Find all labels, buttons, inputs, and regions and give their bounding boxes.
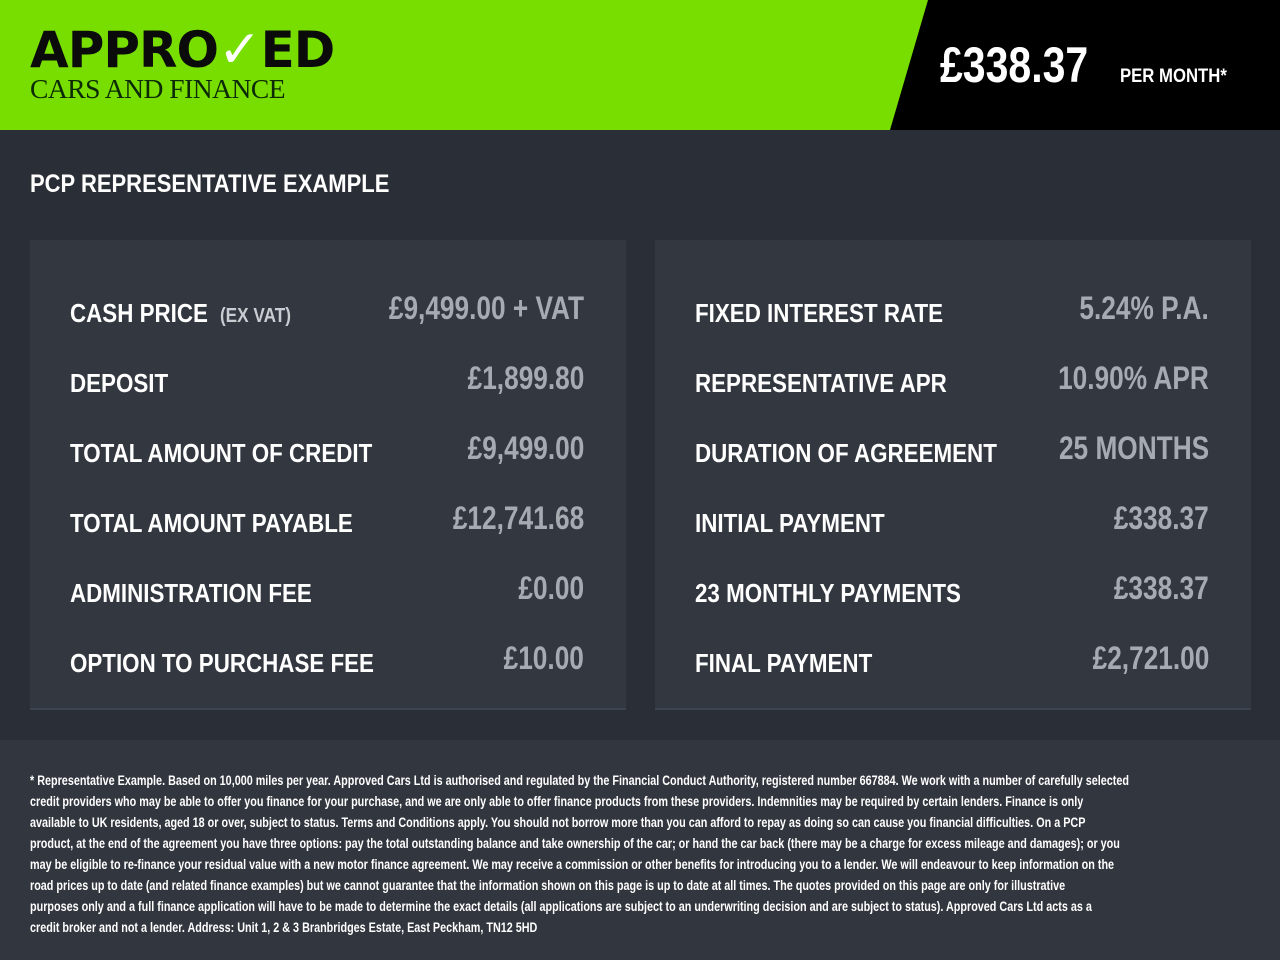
finance-row bbox=[70, 290, 584, 330]
row-value: £12,741.68 bbox=[452, 500, 584, 536]
label-text: REPRESENTATIVE APR bbox=[695, 368, 947, 398]
label-text: OPTION TO PURCHASE FEE bbox=[70, 648, 374, 678]
disclaimer-line: credit providers who may be able to offer you finance for your purchase, and we are only able to offer finance products from these providers. Indemnities may be required by certain lenders. Finance is only bbox=[30, 794, 1084, 809]
disclaimer-line: purposes only and a full finance application will have to be made to determine the exact details (all applications are subject to an underwriting decision and are subject to status). Approved Cars Ltd acts as a bbox=[30, 899, 1092, 914]
row-label bbox=[695, 648, 872, 679]
finance-row bbox=[70, 640, 584, 680]
row-value: £338.37 bbox=[1114, 570, 1209, 606]
finance-row bbox=[70, 570, 584, 610]
label-text: DEPOSIT bbox=[70, 368, 169, 398]
label-text: ADMINISTRATION FEE bbox=[70, 578, 312, 608]
finance-row bbox=[695, 290, 1209, 330]
row-value: £2,721.00 bbox=[1092, 640, 1209, 676]
finance-row bbox=[70, 500, 584, 540]
disclaimer-line: available to UK residents, aged 18 or over, subject to status. Terms and Conditions apply. You should not borrow more than you can afford to repay as doing so can cause you financial difficulties. On a PCP bbox=[30, 815, 1086, 830]
finance-row bbox=[695, 570, 1209, 610]
finance-card-right bbox=[655, 240, 1251, 710]
row-label bbox=[695, 438, 997, 469]
row-value: 25 MONTHS bbox=[1058, 430, 1209, 466]
label-text: TOTAL AMOUNT OF CREDIT bbox=[70, 438, 373, 468]
label-text: 23 MONTHLY PAYMENTS bbox=[695, 578, 961, 608]
row-label bbox=[695, 298, 943, 329]
row-label bbox=[70, 648, 374, 679]
finance-card-left bbox=[30, 240, 626, 710]
monthly-price: £338.37 bbox=[940, 37, 1089, 93]
section-title: PCP REPRESENTATIVE EXAMPLE bbox=[30, 170, 390, 198]
finance-row bbox=[695, 430, 1209, 470]
label-text: DURATION OF AGREEMENT bbox=[695, 438, 997, 468]
row-value: 5.24% P.A. bbox=[1079, 290, 1209, 326]
row-value: 10.90% APR bbox=[1058, 360, 1209, 396]
label-text: INITIAL PAYMENT bbox=[695, 508, 885, 538]
finance-row bbox=[695, 500, 1209, 540]
disclaimer-line: credit broker and not a lender. Address: Unit 1, 2 & 3 Branbridges Estate, East Peckham, TN12 5HD bbox=[30, 920, 538, 935]
disclaimer-line: product, at the end of the agreement you have three options: pay the total outstanding balance and take ownership of the car; or hand the car back (there may be a charge for excess mileage and damages); or you bbox=[30, 836, 1120, 851]
row-label bbox=[695, 368, 947, 399]
logo-wordmark: APPRO✓ED bbox=[30, 20, 335, 80]
finance-row bbox=[695, 640, 1209, 680]
row-value: £10.00 bbox=[503, 640, 584, 676]
label-text: FIXED INTEREST RATE bbox=[695, 298, 944, 328]
finance-row bbox=[70, 360, 584, 400]
row-label bbox=[70, 578, 312, 609]
row-value: £1,899.80 bbox=[467, 360, 584, 396]
checkmark-icon: ✓ bbox=[218, 20, 261, 80]
row-value: £0.00 bbox=[518, 570, 584, 606]
row-label bbox=[70, 438, 372, 469]
finance-row bbox=[695, 360, 1209, 400]
row-label bbox=[695, 578, 961, 609]
per-month-label: PER MONTH* bbox=[1120, 66, 1227, 87]
row-value: £9,499.00 bbox=[467, 430, 584, 466]
row-label bbox=[70, 368, 168, 399]
row-value: £338.37 bbox=[1114, 500, 1209, 536]
disclaimer-footer bbox=[0, 740, 1280, 960]
row-label bbox=[70, 298, 291, 329]
logo bbox=[30, 20, 335, 104]
label-text: CASH PRICE bbox=[70, 298, 208, 328]
disclaimer-line: road prices up to date (and related finance examples) but we cannot guarantee that the information shown on this page is up to date at all times. The quotes provided on this page are only for illustrative bbox=[30, 878, 1066, 893]
row-label bbox=[695, 508, 885, 539]
label-text: FINAL PAYMENT bbox=[695, 648, 873, 678]
finance-row bbox=[70, 430, 584, 470]
disclaimer-text bbox=[30, 770, 1129, 938]
disclaimer-line: * Representative Example. Based on 10,000 miles per year. Approved Cars Ltd is authorised and regulated by the Financial Conduct Authority, registered number 667884. We work with a number of carefully selected bbox=[30, 773, 1129, 788]
label-note: (EX VAT) bbox=[219, 305, 291, 327]
disclaimer-line: may be eligible to re-finance your residual value with a new motor finance agreement. We may receive a commission or other benefits for introducing you to a lender. We will endeavour to keep information on the bbox=[30, 857, 1115, 872]
row-value: £9,499.00 + VAT bbox=[388, 290, 584, 326]
header-banner bbox=[0, 0, 1280, 130]
row-label bbox=[70, 508, 353, 539]
logo-tagline: CARS AND FINANCE bbox=[30, 74, 286, 104]
label-text: TOTAL AMOUNT PAYABLE bbox=[70, 508, 353, 538]
